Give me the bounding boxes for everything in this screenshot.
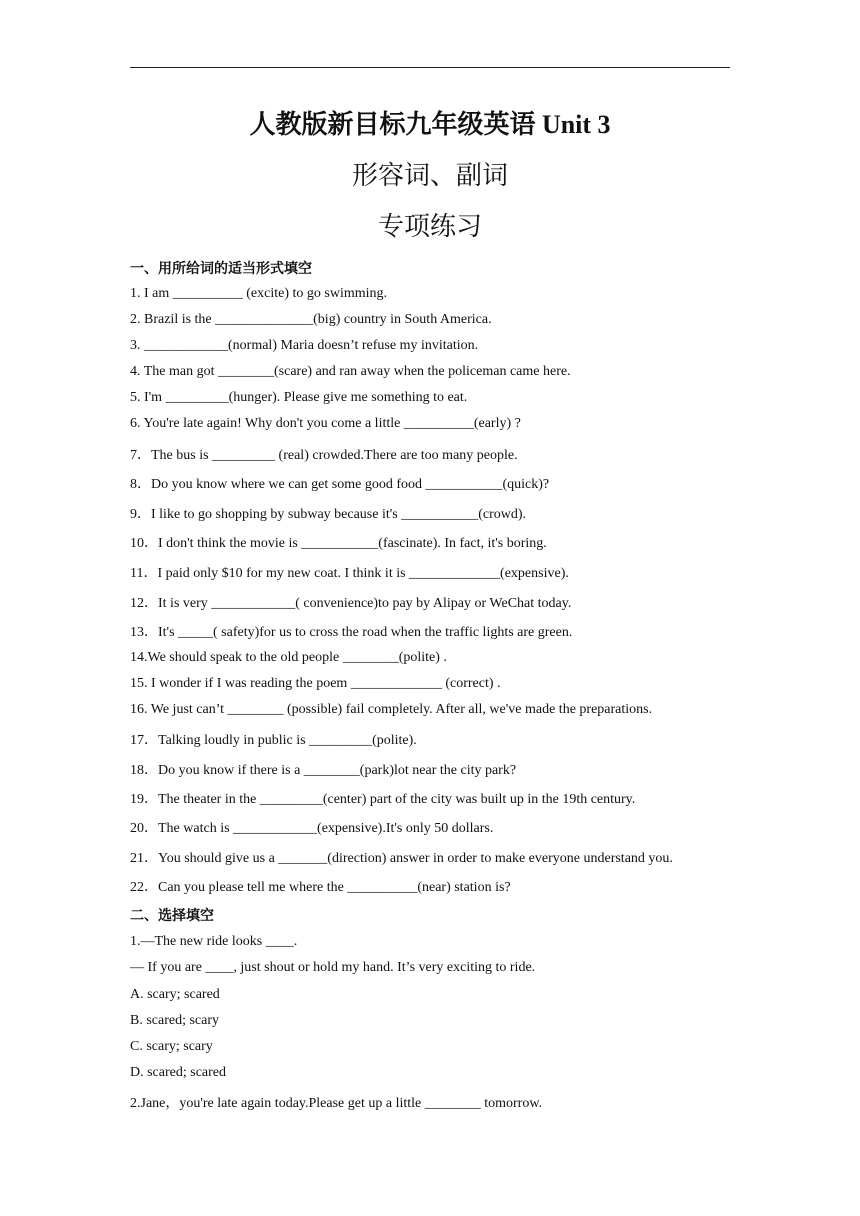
question-line: 8．Do you know where we can get some good food ___________(quick)? [130,477,550,492]
page-title: 人教版新目标九年级英语 Unit 3 [249,110,611,139]
section-heading-choice: 二、选择填空 [130,908,214,924]
question-line: 3. ____________(normal) Maria doesn’t refuse my invitation. [130,338,479,353]
question-line: 2. Brazil is the ______________(big) country in South America. [130,312,492,327]
question-line: 1.—The new ride looks ____. [130,934,298,949]
question-line: 10．I don't think the movie is ___________(fascinate). In fact, it's boring. [130,536,547,551]
option-line: B. scared; scary [130,1013,220,1028]
question-line: 6. You're late again! Why don't you come a little __________(early) ? [130,416,521,431]
question-line: 20．The watch is ____________(expensive).It's only 50 dollars. [130,821,494,836]
question-line: 1. I am __________ (excite) to go swimming. [130,286,388,301]
question-line: 11．I paid only $10 for my new coat. I think it is _____________(expensive). [130,566,569,581]
question-line: 14.We should speak to the old people ________(polite) . [130,650,447,665]
question-line: 17．Talking loudly in public is _________(polite). [130,733,417,748]
page-subtitle: 形容词、副词 [351,161,508,190]
question-line: 9．I like to go shopping by subway because it's ___________(crowd). [130,507,527,522]
question-line: 21．You should give us a _______(direction) answer in order to make everyone understand you. [130,851,673,866]
option-line: A. scary; scared [130,987,220,1002]
question-line: 16. We just can’t ________ (possible) fail completely. After all, we've made the preparations. [130,702,653,717]
question-line: 4. The man got ________(scare) and ran away when the policeman came here. [130,364,571,379]
question-line: 12．It is very ____________( convenience)to pay by Alipay or WeChat today. [130,596,572,611]
question-line: 19．The theater in the _________(center) part of the city was built up in the 19th century. [130,792,636,807]
question-line: 15. I wonder if I was reading the poem _____________ (correct) . [130,676,501,691]
question-line: 13．It's _____( safety)for us to cross the road when the traffic lights are green. [130,625,573,640]
question-line: 2.Jane，you're late again today.Please get up a little ________ tomorrow. [130,1096,543,1111]
question-line: — If you are ____, just shout or hold my hand. It’s very exciting to ride. [130,960,536,975]
option-line: C. scary; scary [130,1039,213,1054]
question-line: 7．The bus is _________ (real) crowded.There are too many people. [130,448,518,463]
section-heading-fill-in: 一、用所给词的适当形式填空 [130,261,312,277]
question-line: 5. I'm _________(hunger). Please give me something to eat. [130,390,468,405]
option-line: D. scared; scared [130,1065,227,1080]
page-subtitle-2: 专项练习 [377,212,482,241]
question-line: 22．Can you please tell me where the __________(near) station is? [130,880,511,895]
question-line: 18．Do you know if there is a ________(park)lot near the city park? [130,763,517,778]
header-rule [130,67,730,68]
